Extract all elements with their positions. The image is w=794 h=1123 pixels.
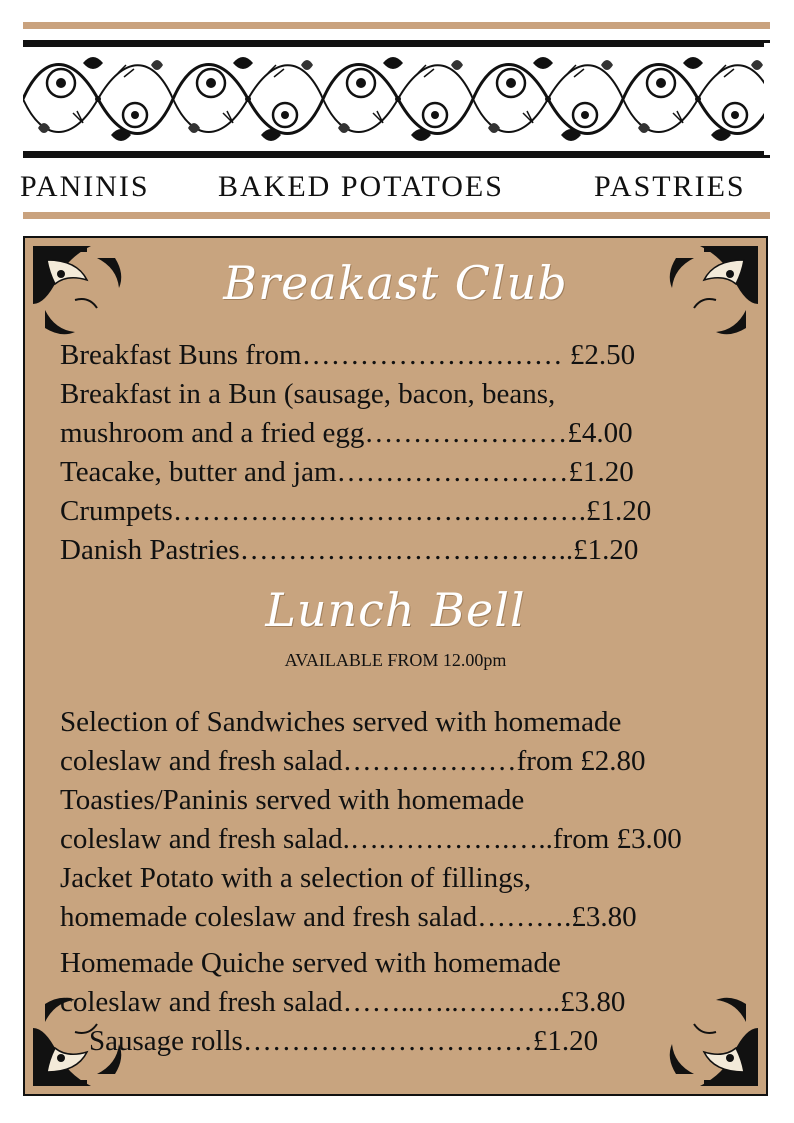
menu-item: homemade coleslaw and fresh salad……….£3.80	[60, 901, 637, 933]
menu-item: Jacket Potato with a selection of fillings,	[60, 862, 532, 894]
menu-item: Selection of Sandwiches served with homemade	[60, 706, 622, 738]
category-paninis: PANINIS	[20, 170, 150, 203]
menu-panel	[23, 236, 768, 1096]
lunch-availability-note: AVAILABLE FROM 12.00pm	[284, 650, 507, 670]
menu-item: coleslaw and fresh salad.….………….…..from £3.00	[60, 823, 682, 855]
breakfast-title: Breakast Club	[223, 256, 568, 310]
lunch-title: Lunch Bell	[265, 583, 526, 637]
floral-ornament-icon	[23, 43, 764, 155]
floral-banner	[23, 40, 770, 158]
menu-item: mushroom and a fried egg…………………£4.00	[60, 417, 633, 449]
menu-item: coleslaw and fresh salad………………from £2.80	[60, 745, 646, 777]
top-rule	[23, 22, 770, 29]
menu-item: Sausage rolls…………………………£1.20	[60, 1025, 599, 1057]
menu-item: Breakfast Buns from……………………… £2.50	[60, 339, 636, 371]
menu-item: Homemade Quiche served with homemade	[60, 947, 561, 979]
menu-item: Danish Pastries……………………………..£1.20	[60, 534, 639, 566]
bottom-rule	[23, 212, 770, 219]
menu-item: Toasties/Paninis served with homemade	[60, 784, 525, 816]
menu-item: Breakfast in a Bun (sausage, bacon, beans,	[60, 378, 556, 410]
corner-ornament-icon	[652, 980, 764, 1092]
category-bar	[20, 170, 774, 206]
menu-item: coleslaw and fresh salad……..…..………..£3.80	[60, 986, 626, 1018]
category-pastries: PASTRIES	[594, 170, 746, 203]
menu-item: Teacake, butter and jam……………………£1.20	[60, 456, 634, 488]
menu-item: Crumpets…………………………………….£1.20	[60, 495, 652, 527]
category-baked-potatoes: BAKED POTATOES	[218, 170, 504, 203]
